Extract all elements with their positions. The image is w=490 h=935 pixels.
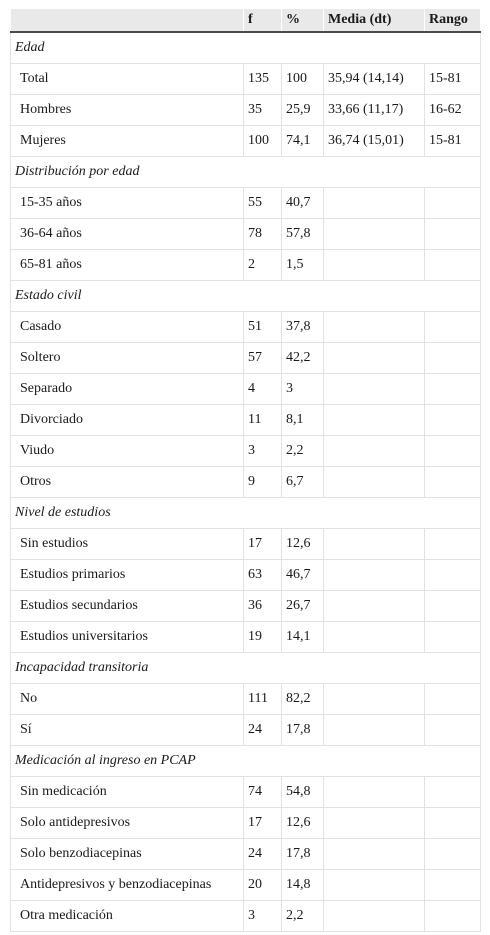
cell-media <box>324 312 425 343</box>
row-label: No <box>11 684 244 715</box>
table-row <box>11 312 481 343</box>
row-label: Sin estudios <box>11 529 244 560</box>
cell-f: 19 <box>244 622 282 653</box>
section-row <box>11 157 481 188</box>
row-label: Total <box>11 64 244 95</box>
cell-media <box>324 870 425 901</box>
table-row <box>11 188 481 219</box>
cell-rango <box>425 343 481 374</box>
cell-percent: 74,1 <box>282 126 324 157</box>
cell-f: 2 <box>244 250 282 281</box>
table-row <box>11 870 481 901</box>
cell-media <box>324 684 425 715</box>
cell-rango <box>425 529 481 560</box>
header-row <box>11 9 481 32</box>
cell-media: 33,66 (11,17) <box>324 95 425 126</box>
cell-rango: 16-62 <box>425 95 481 126</box>
table-row <box>11 250 481 281</box>
cell-percent: 8,1 <box>282 405 324 436</box>
cell-rango <box>425 622 481 653</box>
cell-f: 17 <box>244 808 282 839</box>
section-row <box>11 281 481 312</box>
cell-rango <box>425 405 481 436</box>
section-label: Medicación al ingreso en PCAP <box>11 746 481 777</box>
section-row <box>11 32 481 64</box>
cell-percent: 2,2 <box>282 901 324 932</box>
table-row <box>11 436 481 467</box>
cell-rango <box>425 436 481 467</box>
cell-percent: 12,6 <box>282 529 324 560</box>
cell-rango <box>425 684 481 715</box>
cell-rango <box>425 188 481 219</box>
cell-media <box>324 901 425 932</box>
row-label: Antidepresivos y benzodiacepinas <box>11 870 244 901</box>
table-row <box>11 560 481 591</box>
row-label: Otros <box>11 467 244 498</box>
cell-rango <box>425 560 481 591</box>
header-cell-percent: % <box>282 9 324 32</box>
section-row <box>11 498 481 529</box>
cell-f: 11 <box>244 405 282 436</box>
cell-percent: 17,8 <box>282 715 324 746</box>
header-cell-media: Media (dt) <box>324 9 425 32</box>
table-row <box>11 684 481 715</box>
cell-f: 24 <box>244 715 282 746</box>
cell-media <box>324 622 425 653</box>
row-label: Divorciado <box>11 405 244 436</box>
cell-f: 57 <box>244 343 282 374</box>
cell-f: 55 <box>244 188 282 219</box>
cell-f: 78 <box>244 219 282 250</box>
cell-rango: 15-81 <box>425 64 481 95</box>
cell-f: 111 <box>244 684 282 715</box>
cell-rango <box>425 777 481 808</box>
cell-media <box>324 374 425 405</box>
cell-media <box>324 839 425 870</box>
section-label: Estado civil <box>11 281 481 312</box>
header-cell-f: f <box>244 9 282 32</box>
cell-percent: 42,2 <box>282 343 324 374</box>
cell-percent: 1,5 <box>282 250 324 281</box>
row-label: 15-35 años <box>11 188 244 219</box>
cell-rango <box>425 219 481 250</box>
cell-media <box>324 591 425 622</box>
cell-percent: 6,7 <box>282 467 324 498</box>
row-label: Separado <box>11 374 244 405</box>
row-label: Casado <box>11 312 244 343</box>
cell-rango <box>425 250 481 281</box>
cell-percent: 14,8 <box>282 870 324 901</box>
cell-rango <box>425 374 481 405</box>
row-label: Estudios universitarios <box>11 622 244 653</box>
cell-percent: 3 <box>282 374 324 405</box>
table-row <box>11 467 481 498</box>
cell-f: 135 <box>244 64 282 95</box>
cell-media <box>324 560 425 591</box>
table-row <box>11 343 481 374</box>
cell-f: 3 <box>244 901 282 932</box>
cell-rango <box>425 901 481 932</box>
cell-f: 51 <box>244 312 282 343</box>
cell-f: 9 <box>244 467 282 498</box>
table-row <box>11 64 481 95</box>
table-row <box>11 126 481 157</box>
cell-f: 74 <box>244 777 282 808</box>
cell-percent: 40,7 <box>282 188 324 219</box>
cell-media: 35,94 (14,14) <box>324 64 425 95</box>
cell-f: 3 <box>244 436 282 467</box>
cell-f: 24 <box>244 839 282 870</box>
row-label: Solo benzodiacepinas <box>11 839 244 870</box>
cell-media <box>324 188 425 219</box>
table-row <box>11 622 481 653</box>
table-container <box>10 9 480 932</box>
cell-media <box>324 715 425 746</box>
row-label: Solo antidepresivos <box>11 808 244 839</box>
section-row <box>11 746 481 777</box>
cell-percent: 37,8 <box>282 312 324 343</box>
cell-rango <box>425 715 481 746</box>
cell-percent: 57,8 <box>282 219 324 250</box>
demographics-table <box>10 9 481 932</box>
cell-f: 100 <box>244 126 282 157</box>
section-label: Nivel de estudios <box>11 498 481 529</box>
cell-rango: 15-81 <box>425 126 481 157</box>
table-row <box>11 95 481 126</box>
cell-f: 17 <box>244 529 282 560</box>
section-label: Incapacidad transitoria <box>11 653 481 684</box>
cell-rango <box>425 808 481 839</box>
table-row <box>11 901 481 932</box>
cell-f: 63 <box>244 560 282 591</box>
cell-percent: 26,7 <box>282 591 324 622</box>
table-row <box>11 591 481 622</box>
cell-media <box>324 808 425 839</box>
cell-percent: 2,2 <box>282 436 324 467</box>
table-row <box>11 405 481 436</box>
cell-rango <box>425 870 481 901</box>
cell-media <box>324 529 425 560</box>
cell-f: 20 <box>244 870 282 901</box>
table-row <box>11 808 481 839</box>
row-label: Sin medicación <box>11 777 244 808</box>
table-row <box>11 715 481 746</box>
cell-media: 36,74 (15,01) <box>324 126 425 157</box>
section-label: Edad <box>11 32 481 64</box>
cell-percent: 25,9 <box>282 95 324 126</box>
cell-f: 4 <box>244 374 282 405</box>
table-row <box>11 839 481 870</box>
header-cell-label <box>11 9 244 32</box>
cell-f: 35 <box>244 95 282 126</box>
row-label: 36-64 años <box>11 219 244 250</box>
row-label: Soltero <box>11 343 244 374</box>
cell-percent: 100 <box>282 64 324 95</box>
cell-media <box>324 777 425 808</box>
row-label: Otra medicación <box>11 901 244 932</box>
cell-media <box>324 343 425 374</box>
table-row <box>11 529 481 560</box>
row-label: Estudios secundarios <box>11 591 244 622</box>
cell-percent: 82,2 <box>282 684 324 715</box>
section-label: Distribución por edad <box>11 157 481 188</box>
table-row <box>11 374 481 405</box>
cell-media <box>324 250 425 281</box>
cell-media <box>324 219 425 250</box>
table-row <box>11 777 481 808</box>
cell-rango <box>425 591 481 622</box>
cell-media <box>324 436 425 467</box>
cell-rango <box>425 467 481 498</box>
cell-media <box>324 467 425 498</box>
cell-rango <box>425 312 481 343</box>
cell-percent: 14,1 <box>282 622 324 653</box>
cell-percent: 17,8 <box>282 839 324 870</box>
header-cell-rango: Rango <box>425 9 481 32</box>
table-row <box>11 219 481 250</box>
cell-percent: 46,7 <box>282 560 324 591</box>
cell-f: 36 <box>244 591 282 622</box>
row-label: Estudios primarios <box>11 560 244 591</box>
row-label: Mujeres <box>11 126 244 157</box>
row-label: Sí <box>11 715 244 746</box>
cell-percent: 12,6 <box>282 808 324 839</box>
cell-percent: 54,8 <box>282 777 324 808</box>
row-label: Viudo <box>11 436 244 467</box>
section-row <box>11 653 481 684</box>
row-label: 65-81 años <box>11 250 244 281</box>
cell-media <box>324 405 425 436</box>
cell-rango <box>425 839 481 870</box>
table-body <box>11 32 481 932</box>
row-label: Hombres <box>11 95 244 126</box>
